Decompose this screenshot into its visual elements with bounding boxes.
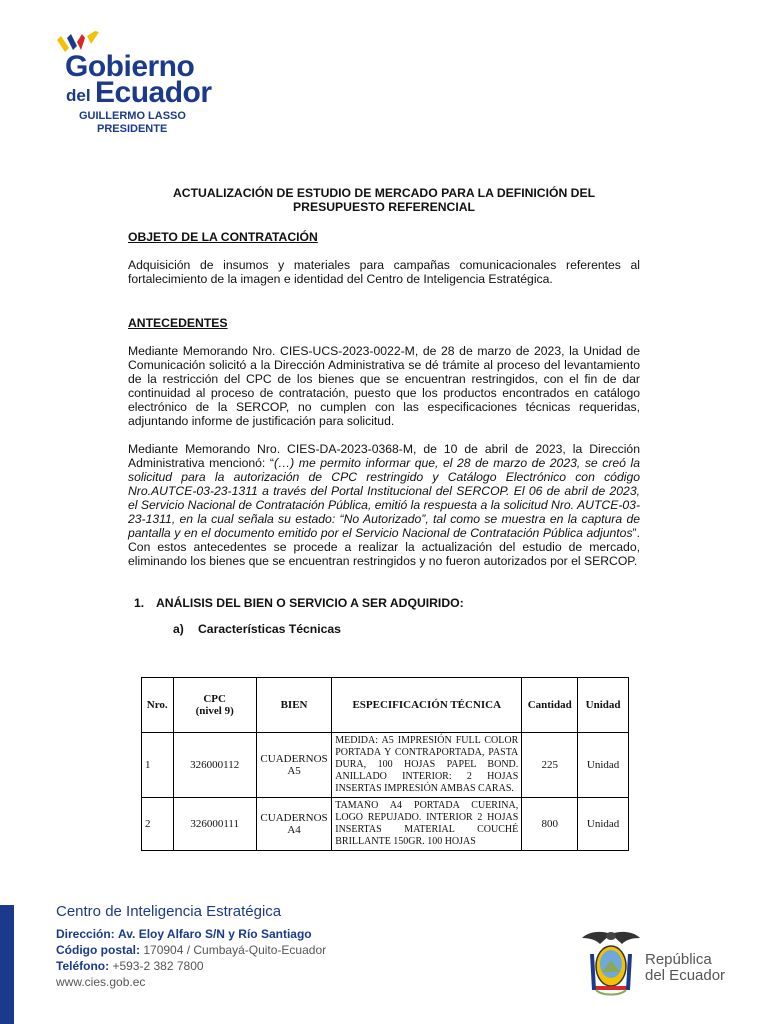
republica-del-ecuador-label [645, 952, 725, 984]
cell-unidad: Unidad [578, 733, 629, 798]
cell-unidad: Unidad [578, 798, 629, 851]
footer-phone-label: Teléfono: [56, 959, 110, 973]
section-1a-title: Características Técnicas [198, 622, 341, 636]
title-line-2: PRESUPUESTO REFERENCIAL [293, 200, 475, 214]
cell-especificacion: MEDIDA: A5 IMPRESIÓN FULL COLOR PORTADA Y CONTRAPORTADA, PASTA DURA, 100 HOJAS PAPEL BOND. ANILLADO INTERIOR: 2 HOJAS INSERTAS IMPRESIÓN AMBAS CARAS. [332, 733, 522, 798]
table-header-row [142, 678, 629, 733]
footer-org-name: Centro de Inteligencia Estratégica [56, 903, 282, 920]
header-cpc-line-2: (nivel 9) [195, 705, 234, 717]
coat-of-arms-icon [580, 928, 642, 1000]
footer-phone-value: +593-2 382 7800 [112, 959, 204, 973]
footer-address [56, 926, 326, 942]
cell-bien [256, 798, 331, 851]
document-body [128, 186, 640, 650]
table-row [142, 733, 629, 798]
cell-bien-line-1: CUADERNOS [260, 812, 328, 824]
section-1-heading [128, 596, 640, 610]
header-cantidad: Cantidad [522, 678, 578, 733]
objeto-text: Adquisición de insumos y materiales para campañas comunicacionales referentes al fortalecimiento de la imagen e identidad del Centro de Inteligencia Estratégica. [128, 258, 640, 286]
republica-line-2: del Ecuador [645, 967, 726, 984]
gobierno-logo [55, 30, 225, 135]
cell-nro: 1 [142, 733, 174, 798]
footer-postal [56, 942, 326, 958]
cell-especificacion [332, 798, 522, 851]
cell-cantidad: 800 [522, 798, 578, 851]
antecedentes-paragraph-2 [128, 442, 640, 568]
header-especificacion: ESPECIFICACIÓN TÉCNICA [332, 678, 522, 733]
cell-bien [256, 733, 331, 798]
cell-especificacion-text: TAMAÑO A4 PORTADA CUERINA, LOGO REPUJADO. INTERIOR 2 HOJAS INSERTAS MATERIAL COUCHÉ BRILLANTE 150GR. 100 HOJAS [335, 800, 519, 847]
footer-postal-value: 170904 / Cumbayá-Quito-Ecuador [143, 943, 327, 957]
cell-bien-line-2: A4 [287, 824, 301, 836]
logo-gobierno: Gobierno [65, 50, 195, 83]
logo-president-role: PRESIDENTE [97, 123, 168, 135]
footer-contact [56, 902, 326, 990]
title-line-1: ACTUALIZACIÓN DE ESTUDIO DE MERCADO PARA LA DEFINICIÓN DEL [172, 186, 596, 200]
footer-accent-bar [0, 905, 14, 1024]
antecedentes-heading: ANTECEDENTES [128, 316, 228, 330]
republica-line-1: República [645, 951, 712, 968]
cell-cantidad: 225 [522, 733, 578, 798]
section-1-title: ANÁLISIS DEL BIEN O SERVICIO A SER ADQUIRIDO: [156, 596, 464, 610]
header-nro: Nro. [142, 678, 174, 733]
footer-address-value: Av. Eloy Alfaro S/N y Río Santiago [118, 927, 312, 941]
header-bien: BIEN [256, 678, 331, 733]
table-row [142, 798, 629, 851]
header-cpc-line-1: CPC [203, 693, 226, 705]
logo-del: del [66, 86, 91, 105]
cell-bien-line-2: A5 [287, 765, 301, 777]
logo-ecuador: Ecuador [95, 76, 212, 109]
section-1a-heading [173, 622, 640, 636]
header-cpc [173, 678, 256, 733]
footer-website-link[interactable]: www.cies.gob.ec [56, 975, 146, 989]
antecedentes-paragraph-1: Mediante Memorando Nro. CIES-UCS-2023-0022-M, de 28 de marzo de 2023, la Unidad de Comunicación solicitó a la Dirección Administrativa se dé trámite al proceso del levantamiento de la restricción del CPC de los bienes que se encuentran restringidos, con el fin de dar continuidad al proceso de contratación, puesto que los productos encontrados en catálogo electrónico de la SERCOP, no cumplen con las especificaciones técnicas requeridas, adjuntando informe de justificación para solicitud. [128, 344, 640, 428]
footer-address-label: Dirección: [56, 927, 115, 941]
antecedentes-p2-intro: Mediante Memorando Nro. CIES-DA-2023-0368-M, de 10 de abril de 2023, la Dirección Administrativa mencionó: “ [128, 442, 640, 470]
document-title [128, 186, 640, 214]
objeto-heading: OBJETO DE LA CONTRATACIÓN [128, 230, 318, 244]
section-1a-number: a) [173, 622, 184, 636]
cell-nro: 2 [142, 798, 174, 851]
section-1-number: 1. [134, 596, 145, 610]
cell-cpc: 326000111 [173, 798, 256, 851]
cell-bien-line-1: CUADERNOS [260, 753, 328, 765]
antecedentes-p2-rest: ”. Con estos antecedentes se procede a realizar la actualización del estudio de mercado, eliminando los bienes que se encuentran restringidos y no fueron autorizados por el SERCOP. [128, 526, 640, 568]
footer-phone [56, 958, 326, 974]
technical-spec-table [141, 677, 629, 851]
header-unidad: Unidad [578, 678, 629, 733]
antecedentes-p2-quote: (…) me permito informar que, el 28 de marzo de 2023, se creó la solicitud para la autorización de CPC restringido y Catálogo Electrónico con código Nro.AUTCE-03-23-1311 a través del Portal Institucional del SERCOP. El 06 de abril de 2023, el Servicio Nacional de Contratación Pública, emitió la respuesta a la solicitud Nro. AUTCE-03-23-1311, en la cual señala su estado: “No Autorizado”, tal como se muestra en la captura de pantalla y en el documento emitido por el Servicio Nacional de Contratación Pública adjuntos [128, 456, 640, 540]
footer-postal-label: Código postal: [56, 943, 140, 957]
logo-president-name: GUILLERMO LASSO [79, 110, 186, 122]
cell-cpc: 326000112 [173, 733, 256, 798]
